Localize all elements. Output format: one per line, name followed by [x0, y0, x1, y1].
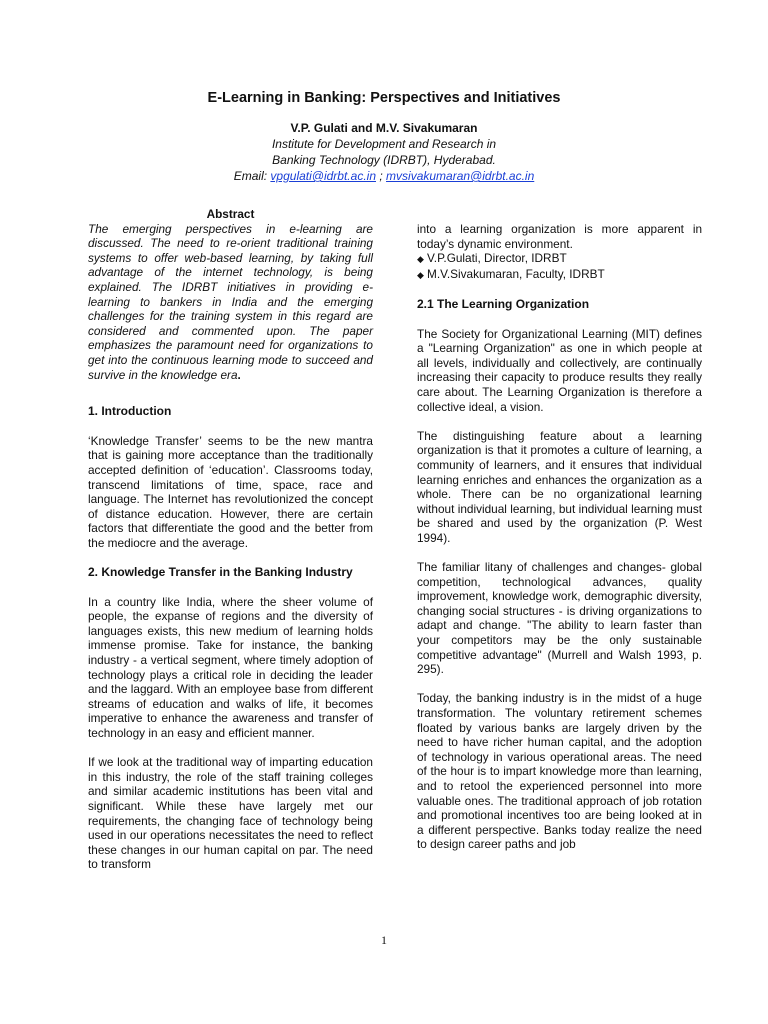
page-number: 1 — [381, 933, 387, 947]
knowledge-transfer-paragraph-2: If we look at the traditional way of imparting education in this industry, the role of the staff training colleges and similar academic institutions has been vital and significant. While these have largely met our requirements, the changing face of technology being used in our operations necessitates the need to reflect these changes in our human capital on par. The need to transform — [88, 755, 373, 872]
author-footnote-bullet — [417, 251, 702, 267]
authors: V.P. Gulati and M.V. Sivakumaran — [290, 121, 478, 135]
right-column — [417, 222, 702, 852]
section-heading-introduction: 1. Introduction — [88, 404, 172, 419]
learning-organization-paragraph-2: The distinguishing feature about a learning organization is that it promotes a culture of learning, a community of learners, and it ensures that individual learning enriches and enhances the organization as a whole. There can be no organizational learning without individual learning, but individual learning must be shared and used by the organization (P. West 1994). — [417, 428, 702, 545]
diamond-bullet-icon: ◆ — [417, 269, 424, 280]
bullet-text: M.V.Sivakumaran, Faculty, IDRBT — [427, 266, 605, 281]
introduction-paragraph: ‘Knowledge Transfer’ seems to be the new mantra that is gaining more acceptance than the traditionally accepted definition of ‘education’. Classrooms today, transcend limitations of time, space, race and language. The Internet has revolutionized the concept of distance education. However, there are certain factors that differentiate the good and the better from the mediocre and the average. — [88, 433, 373, 550]
continuation-paragraph: into a learning organization is more apparent in today’s dynamic environment. — [417, 222, 702, 251]
left-column — [88, 205, 373, 872]
learning-organization-paragraph-3: The familiar litany of challenges and changes- global competition, technological advances, quality improvement, knowledge work, demographic diversity, changing social structures - is driving organizations to adapt and change. "The ability to learn faster than your competitors may be the only sustainable competitive advantage" (Murrell and Walsh 1993, p. 295). — [417, 560, 702, 677]
knowledge-transfer-paragraph-1: In a country like India, where the sheer volume of people, the expanse of regions and the diversity of languages exists, this new medium of learning holds immense promise. Take for instance, the banking industry - a vertical segment, where timely adoption of technology plays a critical role in deciding the leader and the laggard. With an employee base from different streams of education and walks of life, it becomes imperative to enhance the awareness and transfer of technology in an easy and efficient manner. — [88, 594, 373, 740]
section-heading-knowledge-transfer: 2. Knowledge Transfer in the Banking Industry — [88, 565, 353, 580]
email-link-gulati[interactable]: vpgulati@idrbt.ac.in — [270, 169, 376, 183]
author-block — [0, 120, 768, 184]
bullet-text: V.P.Gulati, Director, IDRBT — [427, 251, 567, 266]
paper-title: E-Learning in Banking: Perspectives and Initiatives — [207, 90, 561, 106]
learning-organization-paragraph-4: Today, the banking industry is in the midst of a huge transformation. The voluntary retirement schemes floated by various banks are largely driven by the need to have richer human capital, and the adoption of technology in various operational areas. The need of the hour is to impart knowledge more than learning, and to retool the experienced personnel into more valuable ones. The traditional approach of job rotation and promotional incentives too are being looked at in a different perspective. Banks today realize the need to design career paths and job — [417, 691, 702, 852]
abstract-body: The emerging perspectives in e-learning are discussed. The need to re-orient traditional training systems to offer web-based learning, by taking full advantage of the internet technology, is being explained. The IDRBT initiatives in providing e-learning to bankers in India and the emerging challenges for the training system in this regard are considered and commented upon. The paper emphasizes the paramount need for organizations to get into the continuous learning mode to succeed and survive in the knowledge era — [88, 221, 373, 382]
learning-organization-paragraph-1: The Society for Organizational Learning (MIT) defines a "Learning Organization" as one in which people at all levels, individually and collectively, are continually increasing their capacity to produce results they really care about. The Learning Organization is therefore a collective ideal, a vision. — [417, 326, 702, 414]
author-footnote-bullet — [417, 267, 702, 283]
diamond-bullet-icon: ◆ — [417, 254, 424, 265]
email-label: Email: — [233, 169, 268, 183]
institution-line-2: Banking Technology (IDRBT), Hyderabad. — [272, 153, 496, 167]
email-separator: ; — [379, 169, 383, 183]
email-link-sivakumaran[interactable]: mvsivakumaran@idrbt.ac.in — [386, 169, 535, 183]
abstract-end-mark: . — [237, 367, 241, 382]
email-line — [0, 168, 768, 184]
abstract-heading: Abstract — [206, 207, 255, 221]
section-heading-learning-organization: 2.1 The Learning Organization — [417, 296, 590, 311]
abstract-text — [88, 222, 373, 383]
institution-line-1: Institute for Development and Research in — [271, 137, 497, 151]
